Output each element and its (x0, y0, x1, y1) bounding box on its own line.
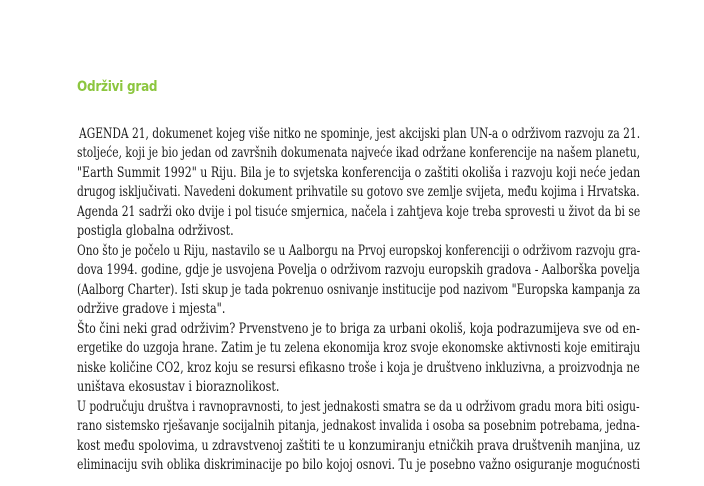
text-line: U područuju društva i ravnopravnosti, to jest jednakosti smatra se da u održivom gradu mora biti osigu- (77, 399, 640, 415)
text-line: dova 1994. godine, gdje je usvojena Povelja o održivom razvoju europskih gradova - Aalborška povelja (77, 262, 640, 278)
text-line: "Earth Summit 1992" u Riju. Bila je to svjetska konferencija o zaštiti okoliša i razvoju koji neće jedan (77, 165, 641, 181)
text-line: Što čini neki grad održivim? Prvenstveno je to briga za urbani okoliš, koja podrazumijeva sve od en- (77, 321, 640, 337)
text-line: drugog isključivati. Navedeni dokument prihvatile su gotovo sve zemlje svijeta, među kojima i Hrvatska. (77, 184, 640, 200)
text-line: uništava ekosustav i bioraznolikost. (77, 379, 280, 395)
text-line: ergetike do uzgoja hrane. Zatim je tu zelena ekonomija kroz svoje ekonomske aktivnosti koje emitiraju (77, 340, 641, 356)
text-line: rano sistemsko rješavanje socijalnih pitanja, jednakost invalida i osoba sa posebnim potrebama, jedna- (77, 418, 640, 434)
text-line: AGENDA 21, dokumenet kojeg više nitko ne spominje, jest akcijski plan UN-a o održivom razvoju za 21. (79, 126, 641, 142)
text-line: eliminaciju svih oblika diskriminacije po bilo kojoj osnovi. Tu je posebno važno osiguranje mogućnosti (77, 457, 640, 473)
text-line: održive gradove i mjesta". (77, 301, 226, 317)
text-line: stoljeće, koji je bio jedan od završnih dokumenata najveće ikad održane konferencije na našem planetu, (77, 145, 640, 161)
section-heading: Održivi grad (77, 79, 158, 95)
text-line: (Aalborg Charter). Isti skup je tada pokrenuo osnivanje institucije pod nazivom "Europska kampanja za (77, 282, 641, 298)
text-line: Ono što je počelo u Riju, nastavilo se u Aalborgu na Prvoj europskoj konferenciji o održivom razvoju gra- (77, 243, 641, 259)
text-line: postigla globalna održivost. (77, 223, 234, 239)
text-line: Agenda 21 sadrži oko dvije i pol tisuće smjernica, načela i zahtjeva koje treba sprovesti u život da bi se (77, 204, 641, 220)
text-line: niske količine CO2, kroz koju se resursi efikasno troše i koja je društveno inkluzivna, a proizvodnja ne (77, 360, 640, 376)
text-line: kost među spolovima, u zdravstvenoj zaštiti te u konzumiranju etničkih prava društvenih manjina, uz (77, 438, 641, 454)
